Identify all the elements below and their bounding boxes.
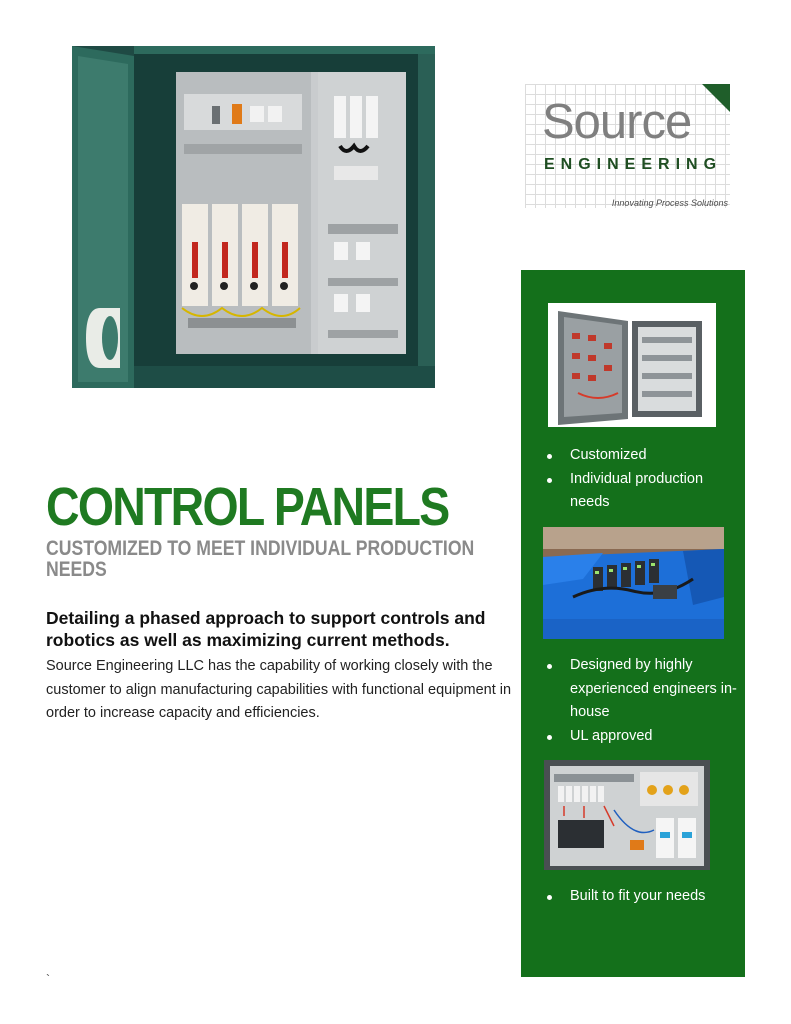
blue-tray-image: [543, 527, 724, 639]
logo-subword: ENGINEERING: [544, 156, 723, 173]
page-title: CONTROL PANELS: [46, 477, 449, 537]
feature-item: Designed by highly experienced engineers in-house: [521, 654, 745, 725]
open-panel-image: [548, 303, 716, 427]
feature-sidebar: [521, 270, 745, 977]
sidebar-photo-wired-panel: [544, 760, 710, 870]
page-subtitle: CUSTOMIZED TO MEET INDIVIDUAL PRODUCTION NEEDS: [46, 537, 475, 581]
sidebar-photo-blue-tray: [543, 527, 724, 639]
feature-item: Customized: [521, 444, 745, 468]
footer-mark: `: [46, 972, 50, 986]
control-cabinet-photo: [72, 46, 435, 388]
feature-list-1: [521, 444, 745, 515]
wired-panel-image: [544, 760, 710, 870]
sidebar-photo-open-panel: [548, 303, 716, 427]
logo-tagline: Innovating Process Solutions: [611, 198, 728, 208]
feature-item: Individual production needs: [521, 468, 745, 515]
feature-list-2: [521, 654, 745, 748]
intro-heading: Detailing a phased approach to support controls and robotics as well as maximizing current methods.: [46, 608, 486, 650]
source-engineering-logo: [525, 84, 730, 208]
feature-list-3: [521, 885, 745, 909]
feature-item: UL approved: [521, 725, 745, 749]
feature-item: Built to fit your needs: [521, 885, 745, 909]
logo-corner-triangle: [702, 84, 730, 112]
intro-body: Source Engineering LLC has the capability of working closely with the customer to align manufacturing capabilities with functional equipment in order to increase capacity and efficiencies.: [46, 658, 512, 721]
logo-wordmark: Source: [542, 95, 692, 149]
